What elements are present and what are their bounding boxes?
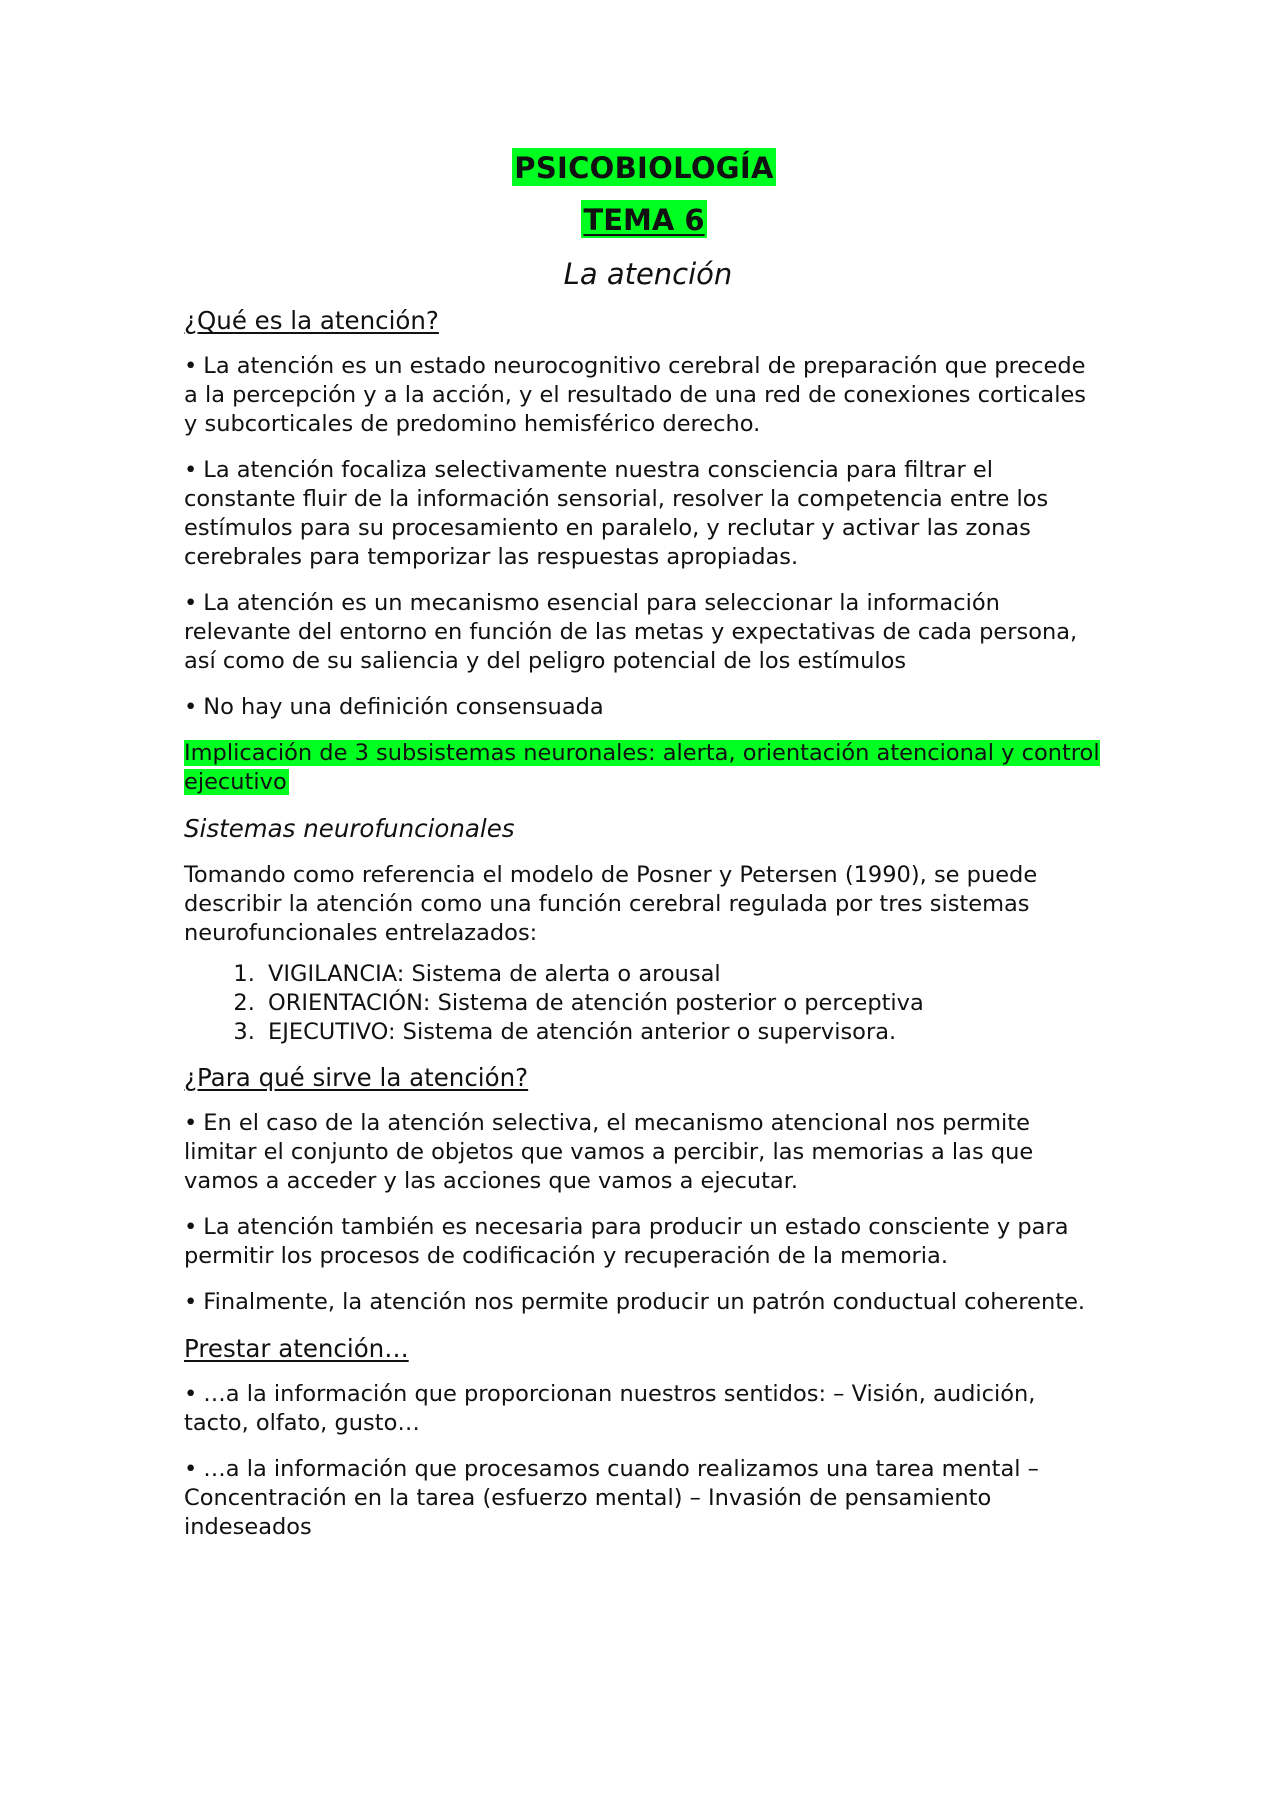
bullet-text: …a la información que procesamos cuando realizamos una tarea mental – Concentración en la tarea (esfuerzo mental) – Invasión de pensamiento indeseados — [184, 1456, 1039, 1540]
bullet-icon: • — [184, 1381, 198, 1407]
tema-label: TEMA 6 — [581, 200, 706, 238]
bullet-text: En el caso de la atención selectiva, el mecanismo atencional nos permite limitar el conjunto de objetos que vamos a percibir, las memorias a las que vamos a acceder y las acciones que vamos a ejecutar. — [184, 1110, 1034, 1194]
bullet-text: No hay una definición consensuada — [203, 694, 604, 720]
bullet-paragraph — [184, 352, 1104, 439]
bullet-icon: • — [184, 694, 198, 720]
document-title: PSICOBIOLOGÍA — [512, 148, 775, 186]
list-item: 1. VIGILANCIA: Sistema de alerta o arousal — [262, 960, 1104, 989]
bullet-text: La atención también es necesaria para producir un estado consciente y para permitir los procesos de codificación y recuperación de la memoria. — [184, 1214, 1069, 1269]
bullet-icon: • — [184, 1289, 198, 1315]
bullet-paragraph — [184, 1109, 1104, 1196]
bullet-text: …a la información que proporcionan nuestros sentidos: – Visión, audición, tacto, olfato, gusto… — [184, 1381, 1036, 1436]
bullet-icon: • — [184, 457, 198, 483]
bullet-paragraph — [184, 589, 1104, 676]
bullet-icon: • — [184, 1214, 198, 1240]
bullet-text: La atención focaliza selectivamente nuestra consciencia para filtrar el constante fluir de la información sensorial, resolver la competencia entre los estímulos para su procesamiento en paralelo, y reclutar y activar las zonas cerebrales para temporizar las respuestas apropiadas. — [184, 457, 1049, 570]
tema-block — [184, 200, 1104, 254]
bullet-icon: • — [184, 1456, 198, 1482]
section-heading-prestar: Prestar atención… — [184, 1334, 409, 1363]
highlighted-paragraph — [184, 739, 1104, 797]
highlighted-text: Implicación de 3 subsistemas neuronales: alerta, orientación atencional y control ejecutivo — [184, 740, 1100, 795]
bullet-paragraph — [184, 1288, 1104, 1317]
intro-paragraph: Tomando como referencia el modelo de Posner y Petersen (1990), se puede describir la atención como una función cerebral regulada por tres sistemas neurofuncionales entrelazados: — [184, 862, 1038, 946]
section-heading-que-es: ¿Qué es la atención? — [184, 306, 439, 335]
bullet-text: Finalmente, la atención nos permite producir un patrón conductual coherente. — [203, 1289, 1086, 1315]
bullet-text: La atención es un mecanismo esencial para seleccionar la información relevante del entorno en función de las metas y expectativas de cada persona, así como de su saliencia y del peligro potencial de los estímulos — [184, 590, 1078, 674]
bullet-icon: • — [184, 1110, 198, 1136]
bullet-icon: • — [184, 590, 198, 616]
section-heading-sistemas: Sistemas neurofuncionales — [184, 814, 515, 843]
bullet-paragraph — [184, 1455, 1104, 1542]
systems-list — [184, 960, 1104, 1047]
bullet-paragraph — [184, 693, 1104, 722]
bullet-icon: • — [184, 353, 198, 379]
subtitle-block — [184, 254, 1104, 306]
bullet-paragraph — [184, 456, 1104, 572]
bullet-paragraph — [184, 1380, 1104, 1438]
title-block — [184, 148, 1104, 200]
document-subtitle: La atención — [563, 257, 733, 291]
document-content — [184, 148, 1104, 1559]
bullet-text: La atención es un estado neurocognitivo cerebral de preparación que precede a la percepción y a la acción, y el resultado de una red de conexiones corticales y subcorticales de predomino hemisférico derecho. — [184, 353, 1087, 437]
bullet-paragraph — [184, 1213, 1104, 1271]
list-item: 3. EJECUTIVO: Sistema de atención anterior o supervisora. — [262, 1018, 1104, 1047]
list-item: 2. ORIENTACIÓN: Sistema de atención posterior o perceptiva — [262, 989, 1104, 1018]
section-heading-para-que: ¿Para qué sirve la atención? — [184, 1063, 529, 1092]
